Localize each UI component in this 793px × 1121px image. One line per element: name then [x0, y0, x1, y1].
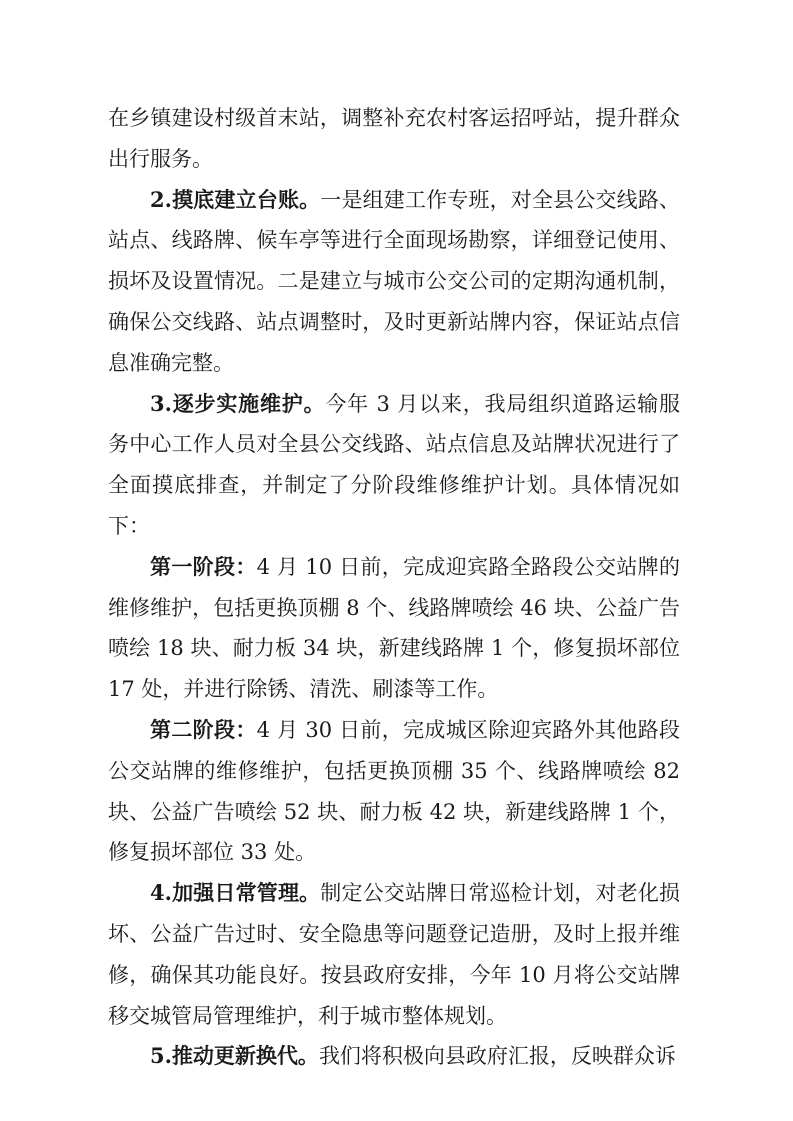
paragraph-heading: 3.逐步实施维护。 [150, 390, 326, 416]
paragraph-content: 我们将积极向县政府汇报，反映群众诉 [318, 1044, 676, 1069]
body-text [108, 98, 680, 1077]
paragraph-3 [108, 384, 680, 547]
paragraph-1 [108, 98, 680, 180]
paragraph-heading: 4.加强日常管理。 [150, 880, 321, 906]
paragraph-heading: 第一阶段： [150, 553, 257, 579]
paragraph-6 [108, 873, 680, 1036]
paragraph-7 [108, 1036, 680, 1077]
paragraph-5 [108, 710, 680, 873]
paragraph-content: 制定公交站牌日常巡检计划，对老化损坏、公益广告过时、安全隐患等问题登记造册，及时上报并维修，确保其功能良好。按县政府安排，今年 10 月将公交站牌移交城管局管理维护，利于城市整体规划。 [108, 881, 680, 1028]
paragraph-2 [108, 180, 680, 384]
paragraph-heading: 2.摸底建立台账。 [150, 186, 321, 212]
paragraph-content: 在乡镇建设村级首末站，调整补充农村客运招呼站，提升群众出行服务。 [108, 106, 680, 171]
paragraph-content: 4 月 10 日前，完成迎宾路全路段公交站牌的维修维护，包括更换顶棚 8 个、线路牌喷绘 46 块、公益广告喷绘 18 块、耐力板 34 块，新建线路牌 1 个，修复损坏部位 17 处，并进行除锈、清洗、刷漆等工作。 [108, 554, 681, 702]
paragraph-content: 今年 3 月以来，我局组织道路运输服务中心工作人员对全县公交线路、站点信息及站牌状况进行了全面摸底排查，并制定了分阶段维修维护计划。具体情况如下： [108, 391, 680, 538]
paragraph-content: 一是组建工作专班，对全县公交线路、站点、线路牌、候车亭等进行全面现场勘察，详细登记使用、损坏及设置情况。二是建立与城市公交公司的定期沟通机制，确保公交线路、站点调整时，及时更新站牌内容，保证站点信息准确完整。 [108, 187, 680, 375]
paragraph-heading: 第二阶段： [150, 716, 257, 742]
paragraph-heading: 5.推动更新换代。 [150, 1043, 319, 1069]
paragraph-content: 4 月 30 日前，完成城区除迎宾路外其他路段公交站牌的维修维护，包括更换顶棚 35 个、线路牌喷绘 82 块、公益广告喷绘 52 块、耐力板 42 块，新建线路牌 1 个，修复损坏部位 33 处。 [108, 717, 681, 865]
paragraph-4 [108, 547, 680, 710]
